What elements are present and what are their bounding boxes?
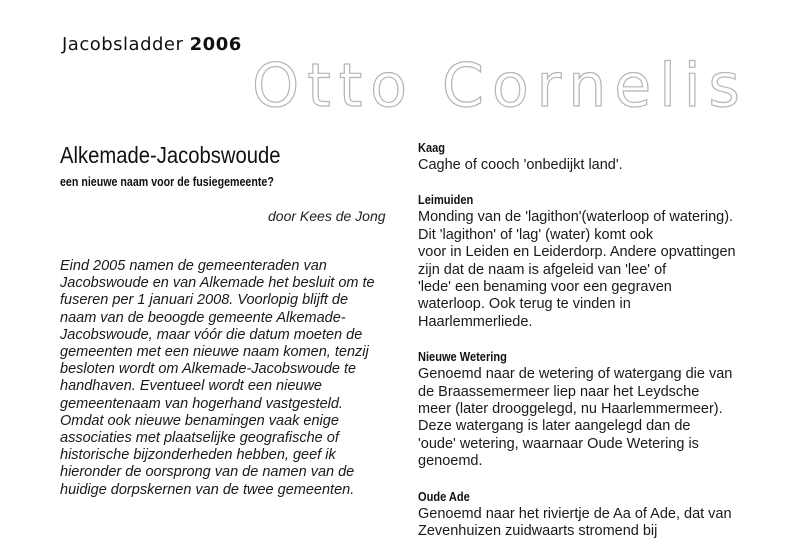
intro-line: historische bijzonderheden hebben, geef ik xyxy=(60,447,336,464)
entry-line: Haarlemmerliede. xyxy=(418,313,533,330)
entry-line: zijn dat de naam is afgeleid van 'lee' of xyxy=(418,261,667,278)
entry-line: 'oude' wetering, waarnaar Oude Wetering is xyxy=(418,435,699,452)
magazine-name: Jacobsladder xyxy=(62,34,184,55)
entry-line: Monding van de 'lagithon'(waterloop of watering). xyxy=(418,209,734,226)
intro-line: hieronder de oorsprong van de namen van de xyxy=(60,464,355,481)
article-subtitle: een nieuwe naam voor de fusiegemeente? xyxy=(60,174,274,189)
intro-line: Eind 2005 namen de gemeenteraden van xyxy=(60,258,327,274)
intro-line: Jacobswoude, maar vóór die datum moeten de xyxy=(60,326,363,343)
intro-line: gemeenten met een nieuwe naam komen, tenzij xyxy=(60,344,369,361)
intro-line: Jacobswoude en van Alkemade het besluit om te xyxy=(60,275,375,292)
entry-line: Zevenhuizen zuidwaarts stromend bij xyxy=(418,523,658,540)
magazine-year: 2006 xyxy=(189,34,242,55)
intro-line: besloten wordt om Alkemade-Jacobswoude te xyxy=(60,361,357,378)
entry-heading: Leimuiden xyxy=(418,192,474,208)
entry-line: genoemd. xyxy=(418,453,483,470)
intro-line: naam van de beoogde gemeente Alkemade- xyxy=(60,309,346,326)
intro-line: handhaven. Eventueel wordt een nieuwe xyxy=(60,378,322,395)
article-byline: door Kees de Jong xyxy=(268,208,386,224)
place-name-entries xyxy=(418,139,778,558)
entry-heading: Oude Ade xyxy=(418,488,470,504)
author-banner: Otto Cornelis xyxy=(252,51,748,121)
intro-line: huidige dorpskernen van de twee gemeenten. xyxy=(60,481,355,498)
entry-line: Caghe of cooch 'onbedijkt land'. xyxy=(418,157,623,173)
intro-paragraph xyxy=(60,258,400,499)
entry-line: Genoemd naar de wetering of watergang die van xyxy=(418,366,733,383)
entry-line: Genoemd naar het riviertje de Aa of Ade, dat van xyxy=(418,505,732,522)
entry-oude-ade xyxy=(418,488,778,541)
entry-heading: Kaag xyxy=(418,140,446,155)
entry-line: 'lede' een benaming voor een gegraven xyxy=(418,279,672,296)
entry-line: Deze watergang is later aangelegd dan de xyxy=(418,418,691,435)
entry-heading: Nieuwe Wetering xyxy=(418,349,507,365)
intro-line: fuseren per 1 januari 2008. Voorlopig blijft de xyxy=(60,292,349,309)
entry-line: de Braassemermeer liep naar het Leydsche xyxy=(418,383,700,400)
entry-kaag xyxy=(418,139,778,174)
entry-line: Dit 'lagithon' of 'lag' (water) komt ook xyxy=(418,226,654,243)
article-title: Alkemade-Jacobswoude xyxy=(60,142,281,168)
intro-line: Omdat ook nieuwe benamingen vaak enige xyxy=(60,412,339,429)
entry-line: voor in Leiden en Leiderdorp. Andere opvattingen xyxy=(418,244,736,261)
intro-line: associaties met plaatselijke geografische of xyxy=(60,430,339,447)
intro-line: gemeentenaam van hogerhand vastgesteld. xyxy=(60,395,343,412)
entry-line: waterloop. Ook terug te vinden in xyxy=(418,296,631,313)
entry-leimuiden xyxy=(418,191,778,331)
entry-line: meer (later drooggelegd, nu Haarlemmermeer). xyxy=(418,401,723,418)
magazine-header xyxy=(62,34,242,55)
entry-nieuwe-wetering xyxy=(418,348,778,470)
